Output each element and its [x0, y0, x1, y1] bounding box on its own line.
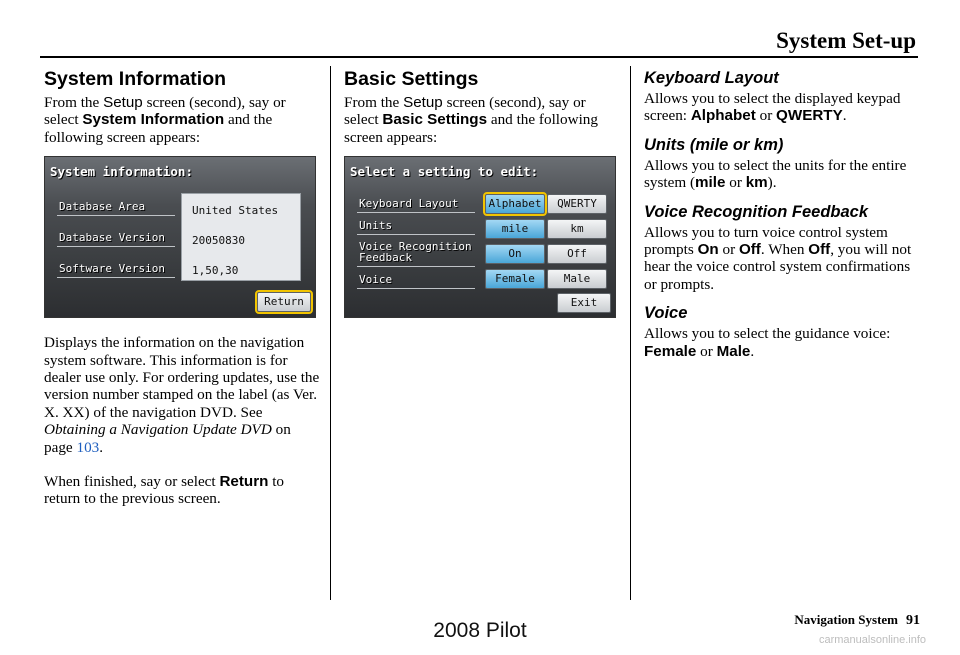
software-version-label: Software Version [59, 262, 165, 276]
keyboard-layout-text: Allows you to select the displayed keypad screen: Alphabet or QWERTY. [644, 90, 901, 125]
voice-recognition-feedback-heading: Voice Recognition Feedback [644, 202, 869, 221]
underline [357, 212, 475, 213]
voice-heading: Voice [644, 304, 688, 323]
underline [357, 288, 475, 289]
screen-title: Select a setting to edit: [350, 164, 539, 180]
column-divider [330, 66, 331, 600]
voice-label: Voice [359, 273, 393, 287]
underline [357, 234, 475, 235]
qwerty-button[interactable]: QWERTY [547, 194, 607, 214]
page-title: System Set-up [776, 28, 916, 53]
on-button[interactable]: On [485, 244, 545, 264]
section-heading: System Information [44, 68, 227, 90]
page-number: 91 [906, 613, 920, 628]
section-heading: Basic Settings [344, 68, 479, 90]
database-area-label: Database Area [59, 200, 146, 214]
column-system-information [44, 68, 320, 508]
voice-recognition-label: Voice Recognition [359, 240, 472, 254]
column-basic-settings [344, 68, 620, 334]
column-setting-descriptions [644, 68, 920, 360]
alphabet-button[interactable]: Alphabet [485, 194, 545, 214]
page-link[interactable]: 103 [76, 438, 100, 456]
info-box [181, 193, 301, 281]
feedback-label: Feedback [359, 251, 412, 265]
units-label: Units [359, 219, 393, 233]
underline [57, 215, 175, 216]
return-paragraph: When finished, say or select Return to return to the previous screen. [44, 473, 285, 508]
km-button[interactable]: km [547, 219, 607, 239]
column-divider [630, 66, 631, 600]
system-information-screen [44, 156, 316, 318]
database-version-value: 20050830 [192, 234, 245, 248]
units-heading: Units (mile or km) [644, 135, 784, 154]
female-button[interactable]: Female [485, 269, 545, 289]
keyboard-layout-heading: Keyboard Layout [644, 69, 779, 87]
underline [57, 277, 175, 278]
basic-settings-screen [344, 156, 616, 318]
voice-recognition-feedback-text: Allows you to turn voice control system prompts On or Off. When Off, you will not hear the voice control system confirmations or prompts. [644, 223, 912, 293]
intro-paragraph: From the Setup screen (second), say or select System Information and the following screen appears: [44, 94, 286, 146]
underline [57, 246, 175, 247]
exit-button[interactable]: Exit [557, 293, 611, 313]
watermark-site: carmanualsonline.info [818, 634, 926, 646]
underline [357, 266, 475, 267]
screen-title: System information: [50, 164, 193, 180]
male-button[interactable]: Male [547, 269, 607, 289]
description-paragraph: Displays the information on the navigation system software. This information is for dealer use only. For ordering updates, use the version number stamped on the label (as Ver. X. XX) of the navigation DVD. See Obtaining a Navigation Update DVD on page 103. [44, 334, 320, 456]
intro-paragraph: From the Setup screen (second), say or select Basic Settings and the following screen appears: [344, 94, 598, 146]
mile-button[interactable]: mile [485, 219, 545, 239]
title-rule [40, 56, 918, 58]
voice-text: Allows you to select the guidance voice: Female or Male. [644, 325, 891, 360]
software-version-value: 1,50,30 [192, 264, 239, 278]
watermark-model: 2008 Pilot [433, 619, 527, 642]
off-button[interactable]: Off [547, 244, 607, 264]
return-button[interactable]: Return [257, 292, 311, 312]
database-version-label: Database Version [59, 231, 165, 245]
units-text: Allows you to select the units for the entire system (mile or km). [644, 156, 907, 192]
footer-section: Navigation System [794, 612, 898, 627]
keyboard-layout-label: Keyboard Layout [359, 197, 459, 211]
database-area-value: United States [192, 204, 279, 218]
